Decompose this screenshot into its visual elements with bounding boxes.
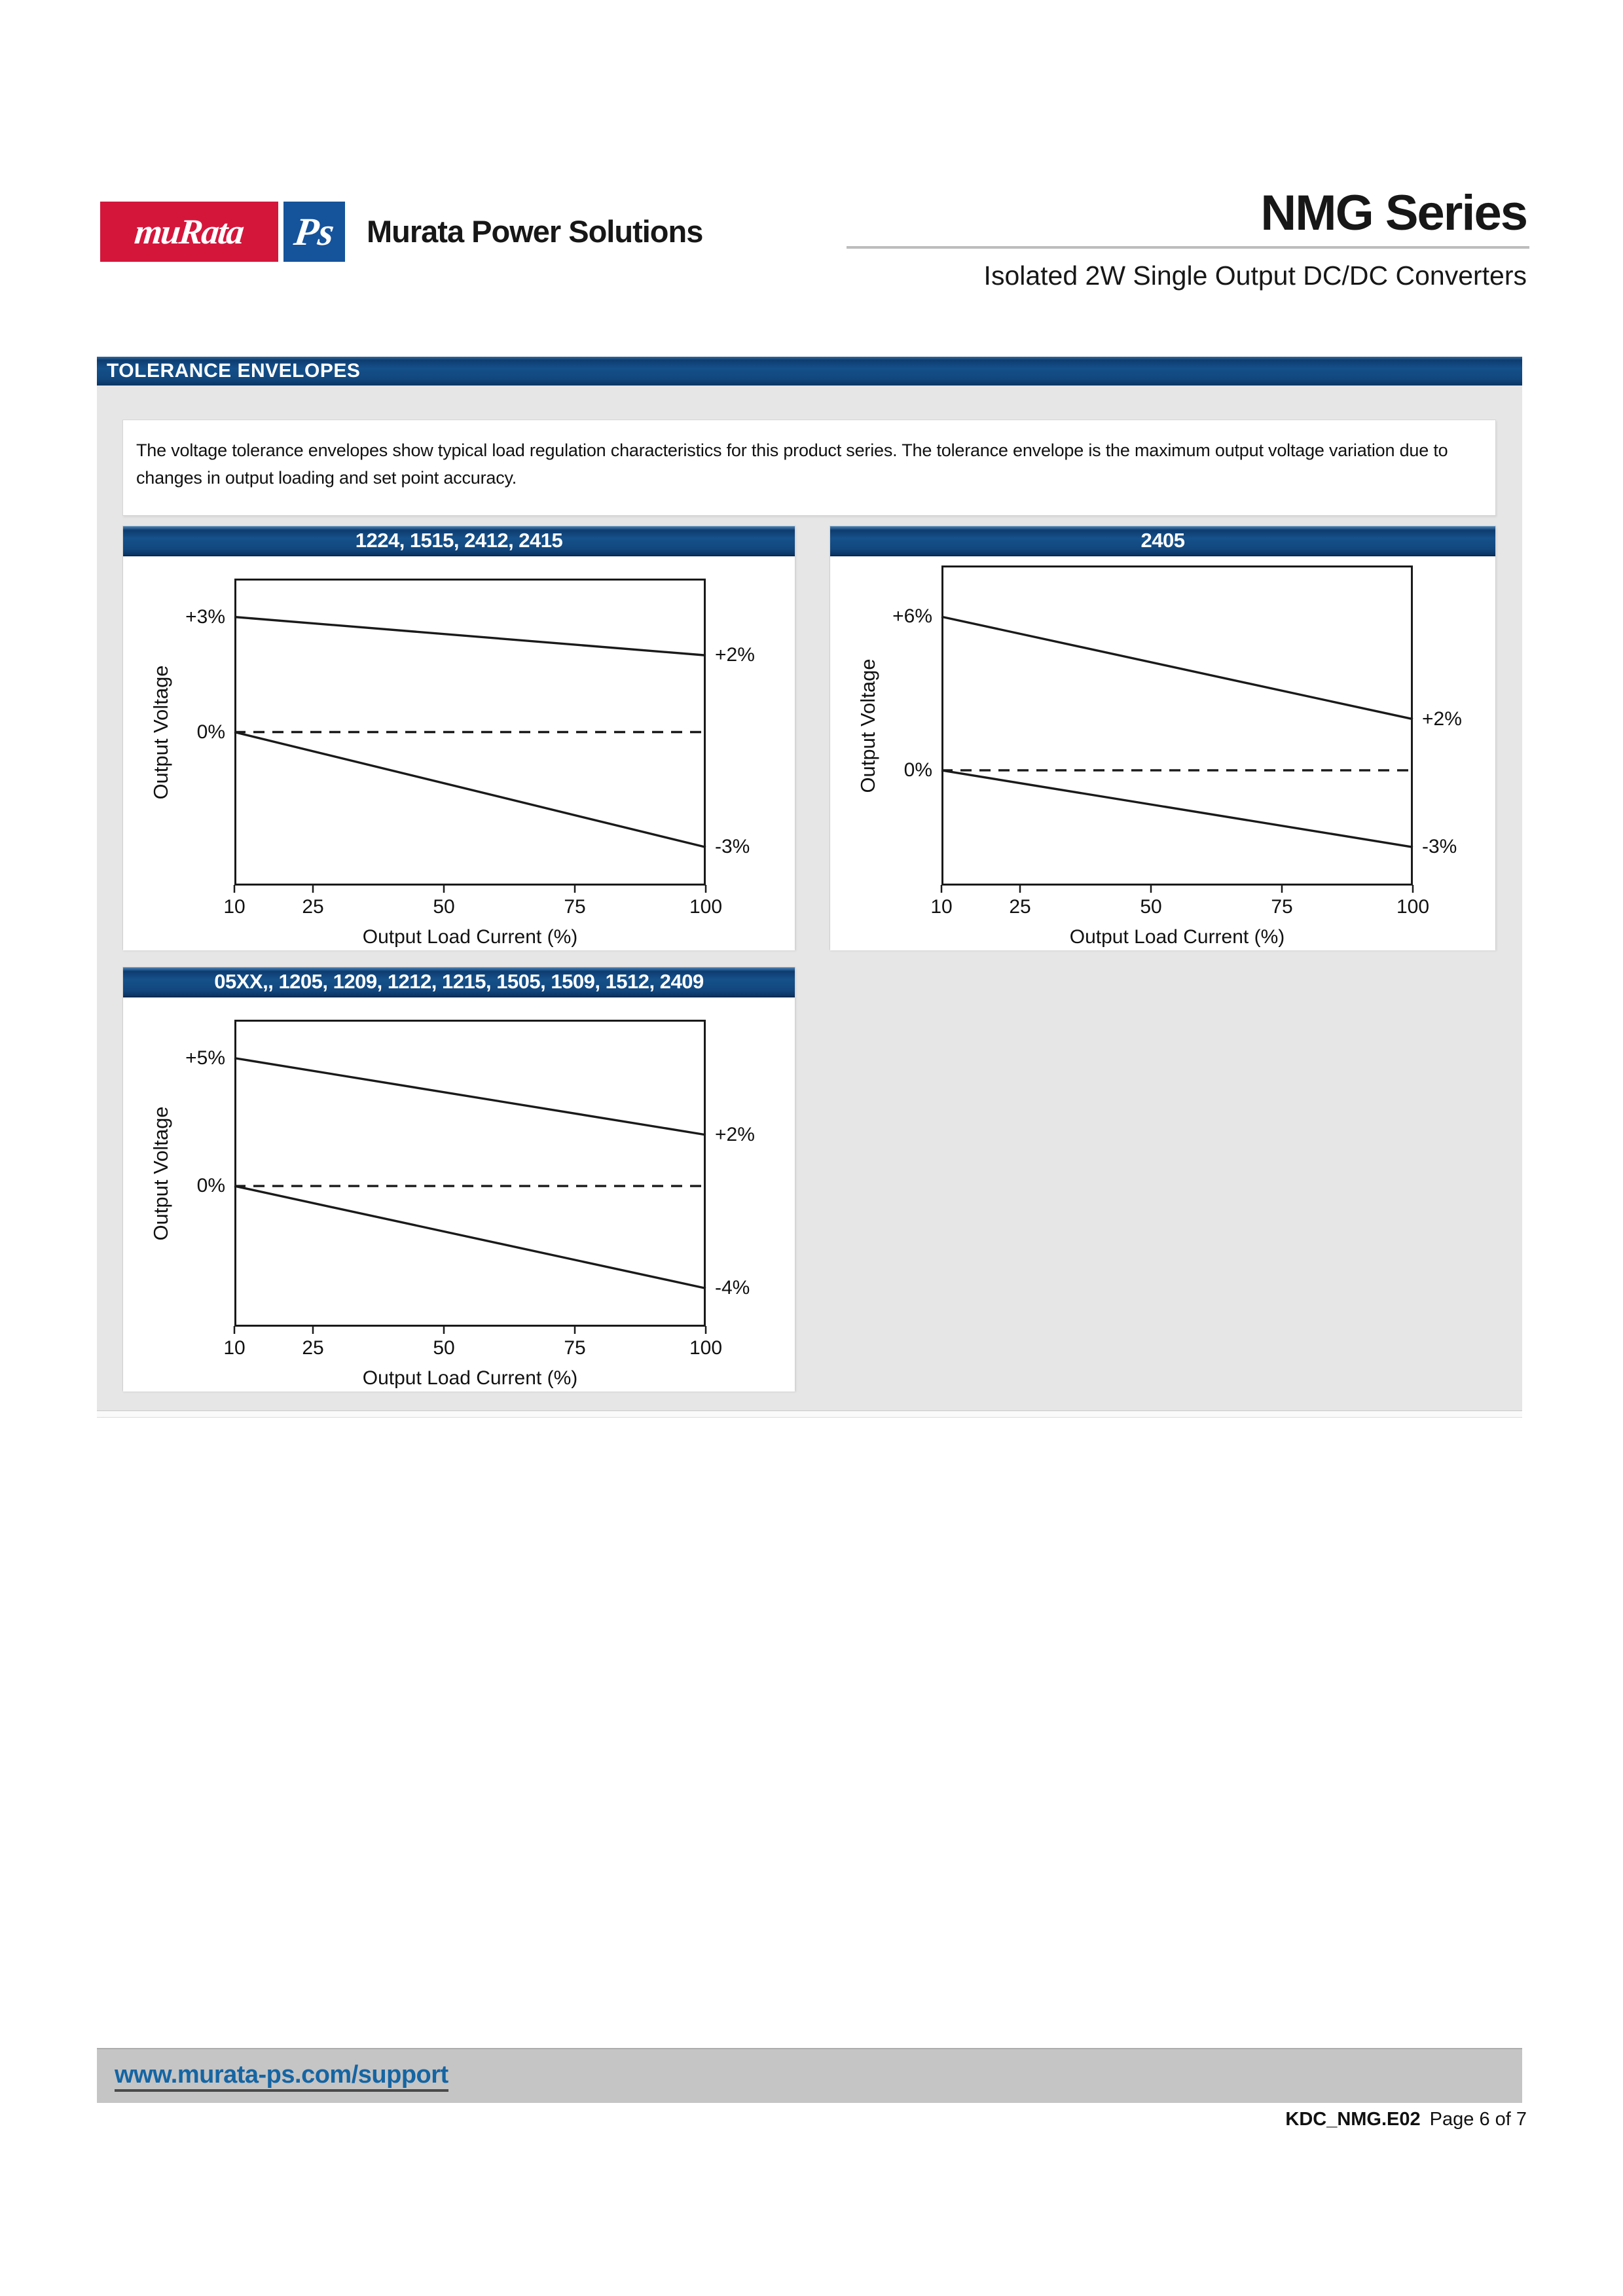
- x-tick-label: 100: [689, 1337, 723, 1359]
- y-value-label-left: +5%: [185, 1047, 225, 1069]
- x-tick-label: 50: [433, 1337, 455, 1359]
- y-value-label-left: 0%: [903, 759, 932, 781]
- header-divider: [847, 246, 1529, 249]
- y-axis-title: Output Voltage: [149, 664, 172, 800]
- chart-title-bar: [830, 526, 1495, 556]
- support-link[interactable]: www.murata-ps.com/support: [115, 2061, 448, 2092]
- x-tick-label: 75: [1271, 896, 1293, 918]
- y-value-label-right: -3%: [1422, 836, 1457, 858]
- lower-tolerance-limit-line: [941, 770, 1413, 847]
- chart-title: 1224, 1515, 2412, 2415: [355, 529, 563, 552]
- chart-title: 2405: [1140, 529, 1185, 552]
- x-tick-label: 10: [930, 896, 953, 918]
- y-axis-title: Output Voltage: [149, 1105, 172, 1241]
- x-axis-title: Output Load Current (%): [1069, 926, 1285, 948]
- y-value-label-right: +2%: [715, 1123, 755, 1145]
- chart-title-bar: [123, 526, 795, 556]
- ps-logo-text: Ps: [291, 209, 337, 253]
- y-value-label-left: +3%: [185, 605, 225, 628]
- x-tick-label: 50: [433, 896, 455, 918]
- chart-panel-05xx-1205-1209-1212-1215-1505-1509-1512-2409: [122, 967, 795, 1391]
- upper-tolerance-limit-line: [941, 617, 1413, 719]
- upper-tolerance-limit-line: [234, 617, 706, 656]
- murata-logo-text: muRata: [133, 212, 246, 251]
- y-value-label-left: 0%: [196, 721, 225, 743]
- chart-plot-area: [123, 556, 795, 950]
- chart-title: 05XX,, 1205, 1209, 1212, 1215, 1505, 1509, 1512, 2409: [214, 970, 704, 993]
- x-tick-label: 50: [1140, 896, 1162, 918]
- x-tick-label: 10: [223, 896, 246, 918]
- x-tick-label: 10: [223, 1337, 246, 1359]
- section-header-bar: [97, 357, 1522, 386]
- y-value-label-right: +2%: [1422, 708, 1462, 730]
- page-number: Page 6 of 7: [1429, 2109, 1527, 2130]
- x-axis-title: Output Load Current (%): [362, 926, 578, 948]
- y-value-label-right: +2%: [715, 644, 755, 666]
- murata-logo: [100, 202, 278, 262]
- y-value-label-right: -4%: [715, 1277, 750, 1299]
- plot-svg: [234, 1020, 706, 1336]
- x-tick-label: 100: [689, 896, 723, 918]
- y-value-label-left: +6%: [892, 605, 932, 628]
- y-value-label-right: -3%: [715, 836, 750, 858]
- page-title: NMG Series: [1260, 185, 1527, 241]
- chart-plot-area: [123, 997, 795, 1391]
- x-tick-label: 75: [564, 1337, 586, 1359]
- plot-svg: [941, 565, 1413, 895]
- y-axis-title: Output Voltage: [856, 658, 879, 793]
- description-box: [122, 420, 1496, 516]
- doc-id: KDC_NMG.E02: [1285, 2109, 1421, 2130]
- x-tick-label: 25: [302, 896, 324, 918]
- chart-title-bar: [123, 967, 795, 997]
- x-tick-label: 100: [1396, 896, 1430, 918]
- lower-tolerance-limit-line: [234, 732, 706, 848]
- x-tick-label: 75: [564, 896, 586, 918]
- x-axis-title: Output Load Current (%): [362, 1367, 578, 1389]
- plot-svg: [234, 579, 706, 895]
- ps-logo: [283, 202, 345, 262]
- chart-panel-2405: [830, 526, 1496, 950]
- brand-name: Murata Power Solutions: [367, 214, 703, 249]
- section-title: TOLERANCE ENVELOPES: [107, 360, 361, 382]
- lower-tolerance-limit-line: [234, 1186, 706, 1288]
- chart-panel-1224-1515-2412-2415: [122, 526, 795, 950]
- page-info: [1285, 2109, 1527, 2130]
- x-tick-label: 25: [1009, 896, 1031, 918]
- tolerance-envelopes-panel: [97, 386, 1522, 1410]
- chart-plot-area: [830, 556, 1495, 950]
- footer-support-bar: [97, 2048, 1522, 2103]
- panel-bottom-edge: [97, 1410, 1522, 1418]
- y-value-label-left: 0%: [196, 1175, 225, 1197]
- description-text: The voltage tolerance envelopes show typical load regulation characteristics for this product series. The tolerance envelope is the maximum output voltage variation due to changes in output loading and set point accuracy.: [136, 440, 1448, 488]
- page-subtitle: Isolated 2W Single Output DC/DC Converters: [983, 260, 1527, 291]
- upper-tolerance-limit-line: [234, 1058, 706, 1135]
- x-tick-label: 25: [302, 1337, 324, 1359]
